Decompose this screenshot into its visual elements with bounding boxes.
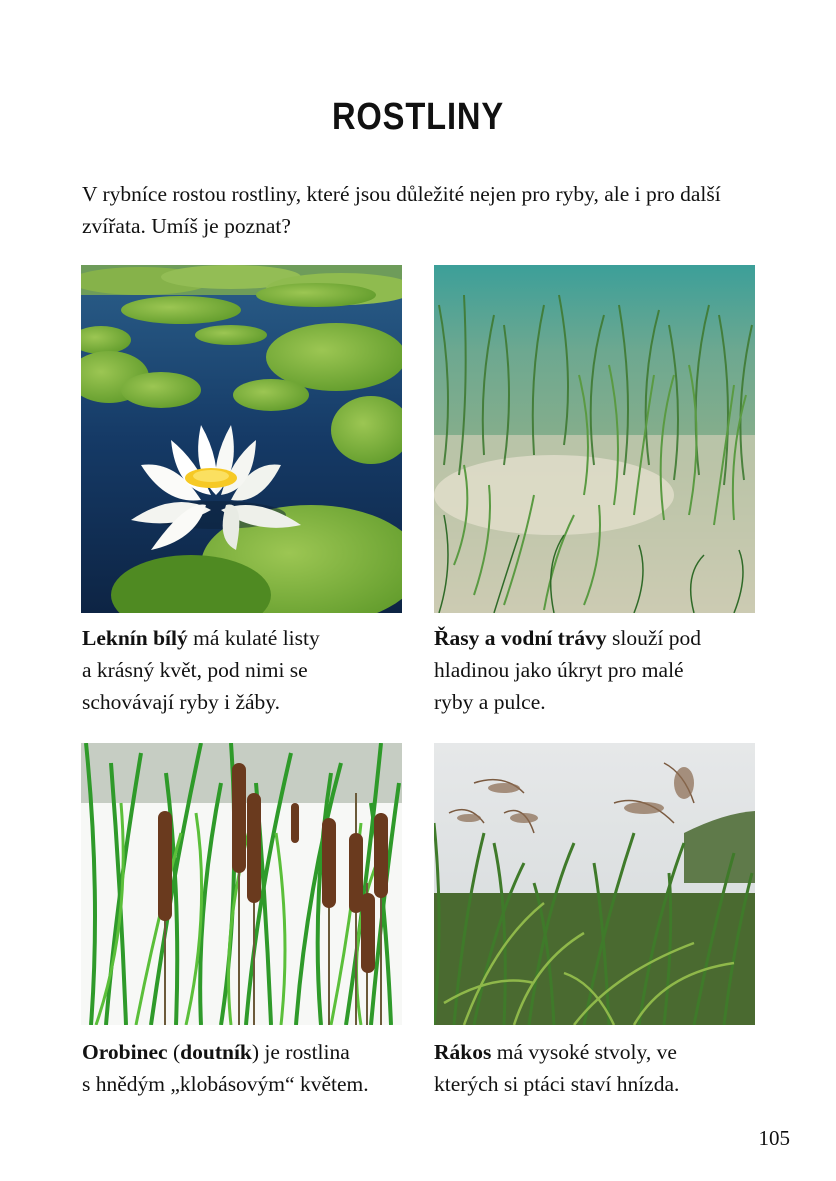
caption-text: ) je rostlina <box>251 1040 350 1064</box>
caption-text: s hnědým „klobásovým“ květem. <box>82 1072 369 1096</box>
water-lily-caption <box>82 622 412 718</box>
plant-name: Leknín bílý <box>82 626 188 650</box>
plant-name: Rákos <box>434 1040 492 1064</box>
caption-text: hladinou jako úkryt pro malé <box>434 658 684 682</box>
page-title: ROSTLINY <box>331 96 505 138</box>
caption-text: má vysoké stvoly, ve <box>491 1040 677 1064</box>
intro-paragraph: V rybníce rostou rostliny, které jsou důležité nejen pro ryby, ale i pro další zvířata. Umíš je poznat? <box>82 182 721 238</box>
caption-text: kterých si ptáci staví hnízda. <box>434 1072 680 1096</box>
caption-text: slouží pod <box>606 626 701 650</box>
caption-text: schovávají ryby i žáby. <box>82 690 281 714</box>
caption-text: ryby a pulce. <box>434 690 546 714</box>
algae-grass-caption <box>434 622 764 718</box>
underwater-grass-photo <box>434 265 755 613</box>
caption-text: ( <box>167 1040 181 1064</box>
plant-alt-name: doutník <box>180 1040 252 1064</box>
caption-text: a krásný květ, pod nimi se <box>82 658 308 682</box>
cattail-photo <box>81 743 402 1025</box>
page-number: 105 <box>758 1126 790 1150</box>
reed-photo <box>434 743 755 1025</box>
reed-caption <box>434 1036 764 1100</box>
caption-text: má kulaté listy <box>187 626 320 650</box>
plant-name: Orobinec <box>82 1040 168 1064</box>
cattail-caption <box>82 1036 412 1100</box>
water-lily-photo <box>81 265 402 613</box>
plant-name: Řasy a vodní trávy <box>434 626 607 650</box>
